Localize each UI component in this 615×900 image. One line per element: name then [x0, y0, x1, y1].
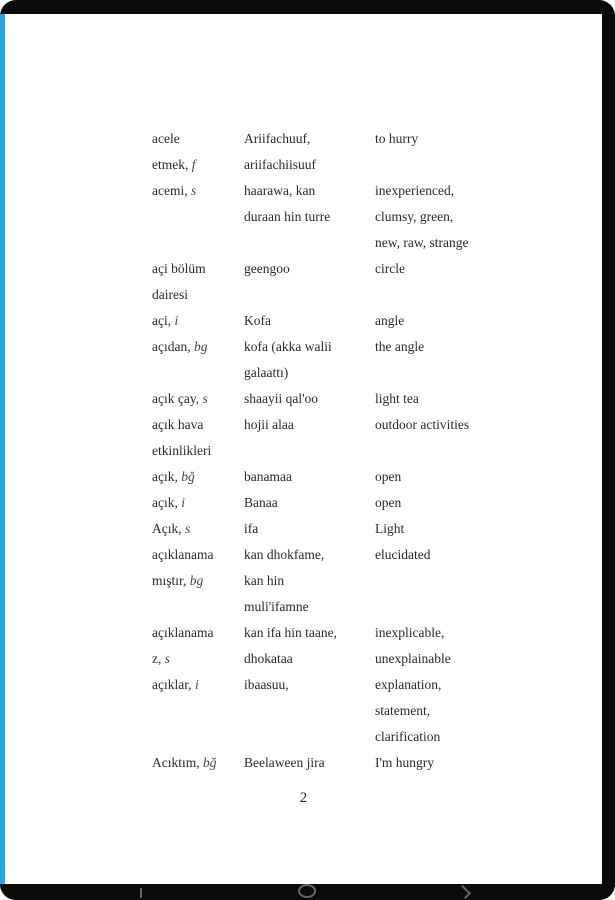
dictionary-entry — [152, 256, 505, 282]
dictionary-entry-continuation — [152, 646, 505, 672]
oromo-translation: banamaa — [244, 469, 292, 484]
oromo-translation — [244, 282, 375, 308]
part-of-speech: i — [181, 495, 186, 510]
english-translation: circle — [375, 261, 405, 276]
oromo-translation — [244, 438, 375, 464]
dictionary-entry-continuation — [152, 152, 505, 178]
turkish-term-text: açi, — [152, 313, 172, 328]
part-of-speech: bğ — [181, 469, 195, 484]
turkish-term — [152, 308, 244, 334]
english-translation — [375, 568, 505, 594]
dictionary-entry — [152, 126, 505, 152]
oromo-translation: galaattı) — [244, 365, 289, 380]
turkish-term-text: etmek, — [152, 157, 189, 172]
turkish-term — [152, 386, 244, 412]
part-of-speech: s — [185, 521, 191, 536]
turkish-term — [152, 204, 244, 230]
dictionary-entry-continuation — [152, 360, 505, 386]
english-translation: outdoor activities — [375, 417, 470, 432]
dictionary-entry-continuation — [152, 698, 505, 724]
dictionary-entry — [152, 334, 505, 360]
turkish-term — [152, 568, 244, 594]
page-number: 2 — [299, 790, 308, 806]
oromo-translation: ibaasuu, — [244, 677, 289, 692]
english-translation: the angle — [375, 339, 425, 354]
turkish-term-text: dairesi — [152, 287, 188, 302]
oromo-translation: kan ifa hin taane, — [244, 625, 337, 640]
turkish-term — [152, 672, 244, 698]
turkish-term-text: Acıktım, — [152, 755, 200, 770]
oromo-translation: shaayii qal'oo — [244, 391, 319, 406]
dictionary-entry-continuation — [152, 204, 505, 230]
part-of-speech: s — [164, 651, 171, 666]
oromo-translation: haarawa, kan — [244, 183, 316, 198]
turkish-term — [152, 620, 244, 646]
dictionary-entry-continuation — [152, 282, 505, 308]
dictionary-entry — [152, 516, 505, 542]
turkish-term-text: açıklanama — [152, 625, 214, 640]
recent-apps-icon[interactable] — [457, 885, 471, 899]
turkish-term — [152, 438, 244, 464]
part-of-speech: s — [202, 391, 208, 406]
english-translation: new, raw, strange — [375, 235, 469, 250]
document-viewer[interactable] — [5, 14, 602, 884]
part-of-speech: f — [191, 157, 196, 172]
turkish-term — [152, 594, 244, 620]
english-translation — [375, 594, 505, 620]
turkish-term — [152, 412, 244, 438]
english-translation: to hurry — [375, 131, 419, 146]
turkish-term — [152, 646, 244, 672]
oromo-translation: ifa — [244, 521, 259, 536]
english-translation — [375, 438, 505, 464]
turkish-term — [152, 490, 244, 516]
part-of-speech: s — [190, 183, 197, 198]
oromo-translation: Kofa — [244, 313, 271, 328]
part-of-speech: i — [174, 313, 179, 328]
oromo-translation: kofa (akka walii — [244, 339, 332, 354]
turkish-term-text: açıdan, — [152, 339, 191, 354]
oromo-translation: hojii alaa — [244, 417, 294, 432]
system-navigation-bar — [0, 884, 615, 900]
turkish-term-text: acele — [152, 131, 180, 146]
english-translation: clumsy, green, — [375, 209, 454, 224]
dictionary-table — [152, 126, 505, 776]
english-translation: inexplicable, — [375, 625, 445, 640]
dictionary-entry — [152, 464, 505, 490]
turkish-term — [152, 464, 244, 490]
turkish-term — [152, 334, 244, 360]
english-translation: clarification — [375, 729, 441, 744]
oromo-translation: kan hin — [244, 573, 285, 588]
part-of-speech: i — [194, 677, 199, 692]
english-translation: elucidated — [375, 547, 431, 562]
turkish-term — [152, 178, 244, 204]
oromo-translation: Ariifachuuf, — [244, 131, 311, 146]
oromo-translation: Beelaween jira — [244, 755, 325, 770]
oromo-translation: muli'ifamne — [244, 599, 309, 614]
part-of-speech: bg — [193, 339, 208, 354]
dictionary-entry — [152, 620, 505, 646]
english-translation: explanation, — [375, 677, 442, 692]
dictionary-entry-continuation — [152, 594, 505, 620]
turkish-term — [152, 698, 244, 724]
oromo-translation: dhokataa — [244, 651, 293, 666]
turkish-term — [152, 724, 244, 750]
turkish-term-text: açık, — [152, 469, 178, 484]
turkish-term — [152, 360, 244, 386]
dictionary-entry — [152, 542, 505, 568]
dictionary-entry — [152, 672, 505, 698]
turkish-term-text: açık çay, — [152, 391, 200, 406]
turkish-term — [152, 542, 244, 568]
english-translation: statement, — [375, 703, 431, 718]
oromo-translation: geengoo — [244, 261, 290, 276]
turkish-term-text: açıklar, — [152, 677, 192, 692]
turkish-term-text: Açık, — [152, 521, 182, 536]
english-translation: Light — [375, 521, 405, 536]
english-translation: open — [375, 469, 402, 484]
home-icon[interactable] — [298, 884, 316, 898]
turkish-term — [152, 750, 244, 776]
dictionary-entry-continuation — [152, 230, 505, 256]
turkish-term — [152, 256, 244, 282]
turkish-term-text: z, — [152, 651, 162, 666]
english-translation — [375, 360, 505, 386]
english-translation — [375, 282, 505, 308]
turkish-term-text: açık hava — [152, 417, 204, 432]
oromo-translation — [244, 698, 375, 724]
dictionary-entry — [152, 386, 505, 412]
turkish-term-text: açıklanama — [152, 547, 214, 562]
oromo-translation: duraan hin turre — [244, 209, 331, 224]
oromo-translation — [244, 724, 375, 750]
turkish-term-text: acemi, — [152, 183, 188, 198]
part-of-speech: bg — [189, 573, 204, 588]
turkish-term-text: açi bölüm — [152, 261, 206, 276]
dictionary-entry-continuation — [152, 568, 505, 594]
turkish-term — [152, 230, 244, 256]
english-translation: open — [375, 495, 402, 510]
turkish-term — [152, 282, 244, 308]
dictionary-entry — [152, 750, 505, 776]
turkish-term — [152, 152, 244, 178]
english-translation: angle — [375, 313, 405, 328]
dictionary-entry — [152, 178, 505, 204]
dictionary-entry-continuation — [152, 438, 505, 464]
dictionary-entry — [152, 308, 505, 334]
english-translation: light tea — [375, 391, 419, 406]
part-of-speech: bğ — [203, 755, 217, 770]
oromo-translation: ariifachiisuuf — [244, 157, 316, 172]
english-translation: inexperienced, — [375, 183, 455, 198]
turkish-term — [152, 126, 244, 152]
oromo-translation: kan dhokfame, — [244, 547, 325, 562]
oromo-translation: Banaa — [244, 495, 278, 510]
turkish-term — [152, 516, 244, 542]
english-translation: I'm hungry — [375, 755, 435, 770]
document-page — [5, 14, 602, 884]
turkish-term-text: açık, — [152, 495, 178, 510]
turkish-term-text: etkinlikleri — [152, 443, 212, 458]
back-icon[interactable] — [140, 888, 150, 898]
dictionary-entry — [152, 412, 505, 438]
dictionary-entry-continuation — [152, 724, 505, 750]
oromo-translation — [244, 230, 375, 256]
dictionary-entry — [152, 490, 505, 516]
turkish-term-text: mıştır, — [152, 573, 187, 588]
english-translation: unexplainable — [375, 651, 451, 666]
english-translation — [375, 152, 505, 178]
